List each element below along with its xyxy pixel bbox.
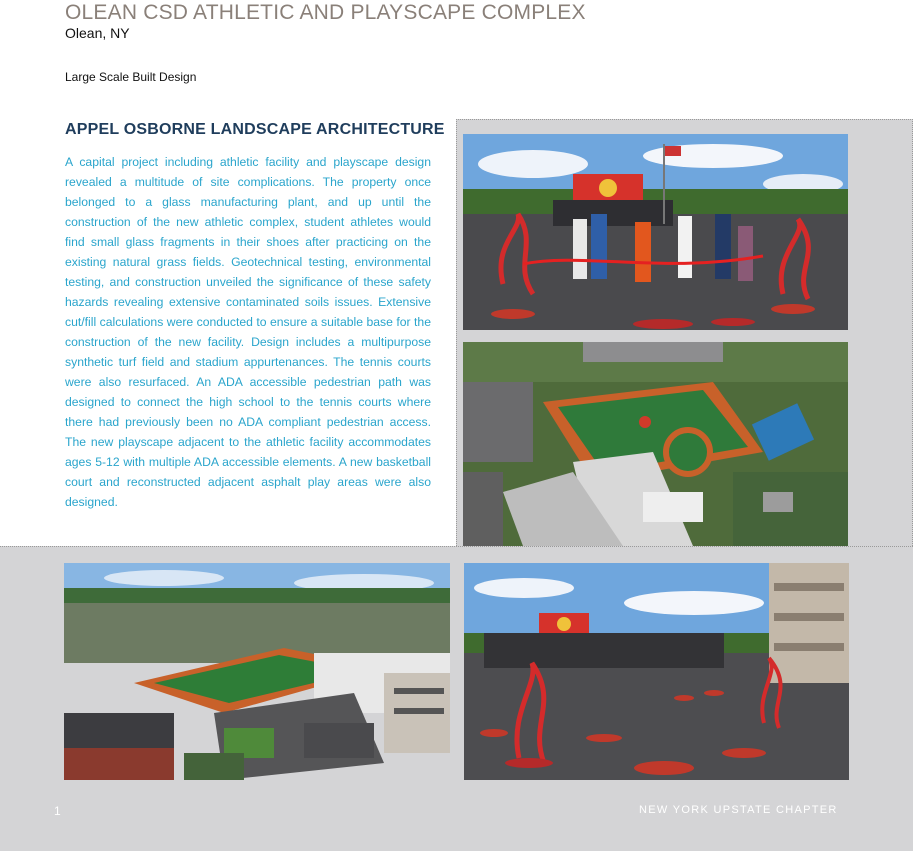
project-description: A capital project including athletic facility and playscape design revealed a multitude of site complications. The property once belonged to a glass manufacturing plant, and up until the construction of the new athletic complex, student athletes would find small glass fragments in their shoes after practicing on the existing natural grass fields. Geotechnical testing, environmental testing, and construction unveiled the significance of these safety hazards revealing extensive contaminated soils issues. Extensive cut/fill calculations were conducted to ensure a suitable base for the construction of the new facility. Design includes a multipurpose synthetic turf field and stadium appurtenances. The tennis courts were also resurfaced. An ADA accessible pedestrian path was designed to connect the high school to the tennis courts where there had previously been no ADA compliant pedestrian access. The new playscape adjacent to the athletic facility accommodates ages 5-12 with multiple ADA accessible elements. A new basketball court and reconstructed adjacent asphalt play areas were also designed.: [65, 155, 431, 509]
award-category: Large Scale Built Design: [65, 70, 197, 84]
playscape-photo: [464, 563, 849, 780]
page-number: 1: [54, 804, 61, 818]
project-location: Olean, NY: [65, 25, 130, 41]
ribbon-cutting-photo: [463, 134, 848, 330]
chapter-name: NEW YORK UPSTATE CHAPTER: [639, 804, 838, 816]
firm-name: APPEL OSBORNE LANDSCAPE ARCHITECTURE: [65, 121, 445, 138]
aerial-school-photo: [64, 563, 450, 780]
page-title: OLEAN CSD ATHLETIC AND PLAYSCAPE COMPLEX: [65, 1, 586, 24]
aerial-complex-photo: [463, 342, 848, 546]
